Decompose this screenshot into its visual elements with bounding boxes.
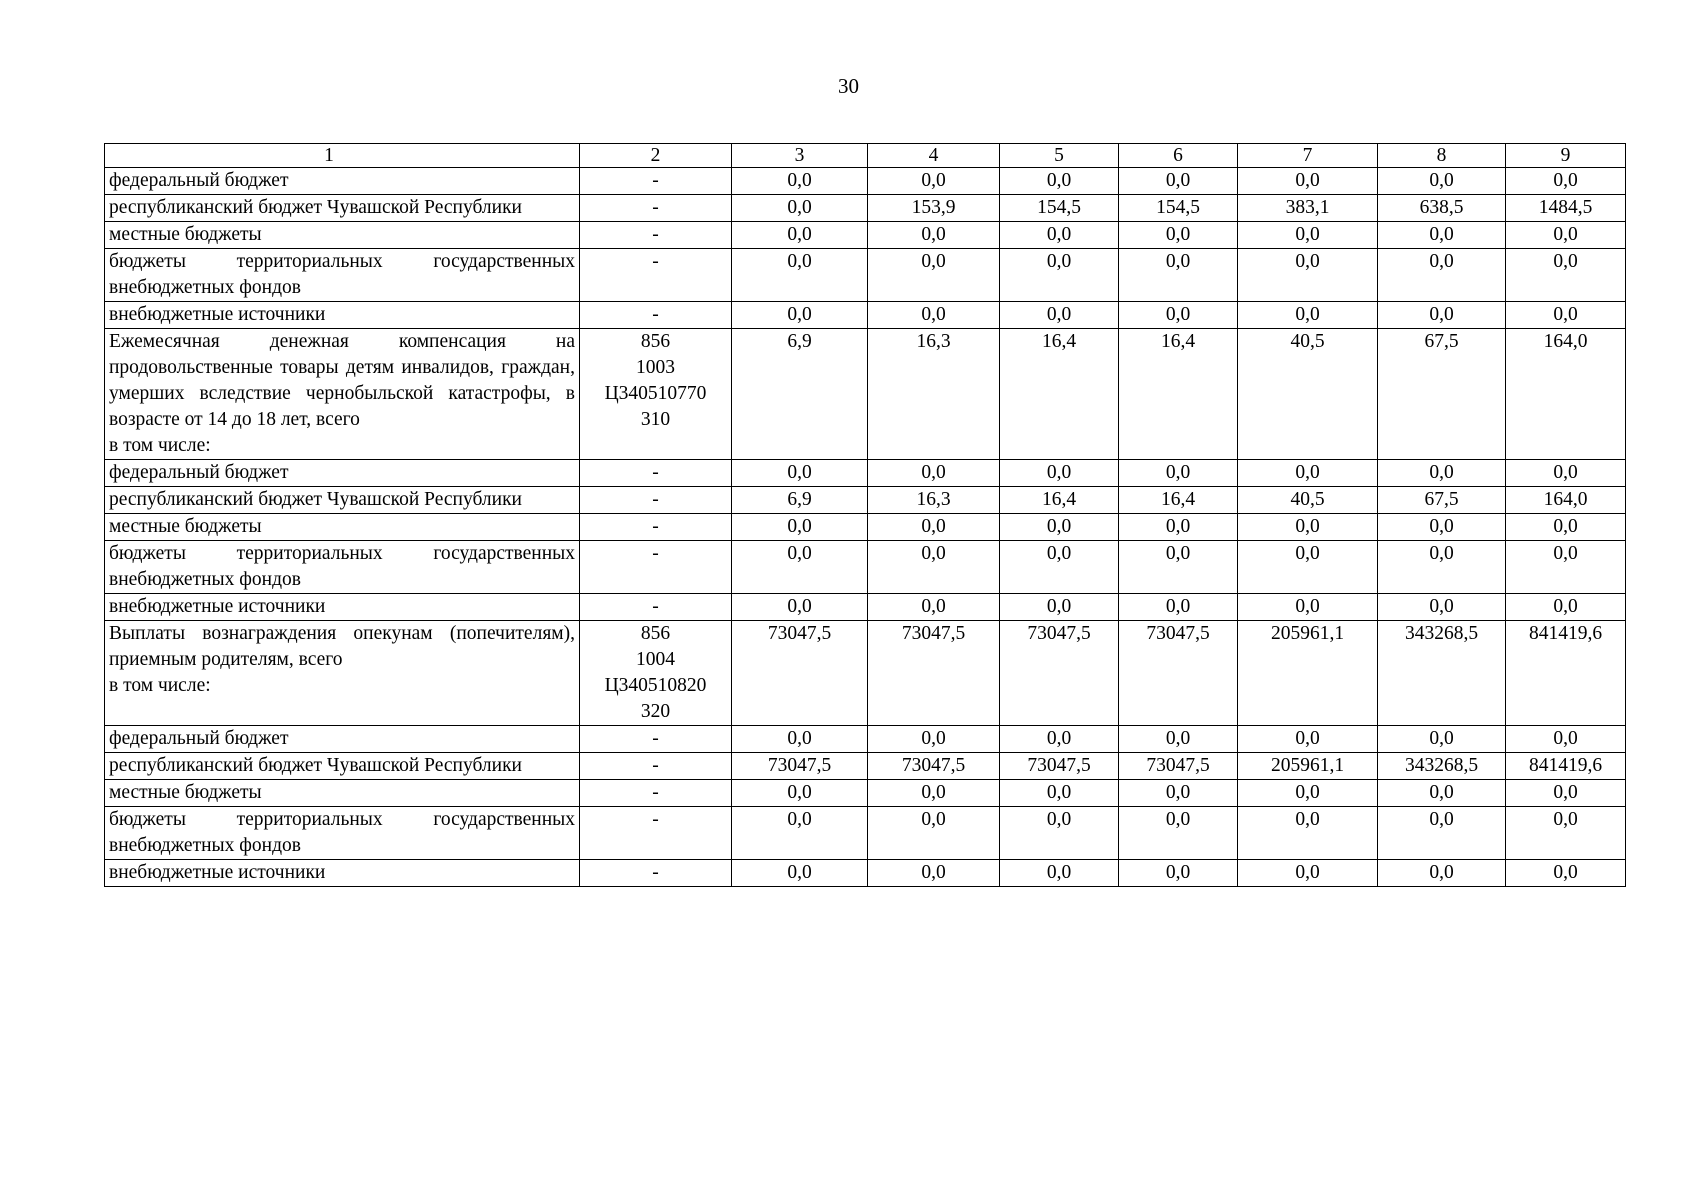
- row-name: Ежемесячная денежная компенсация на продовольственные товары детям инвалидов, граждан, умерших вследствие чернобыльской катастрофы, в возрасте от 14 до 18 лет, всего: [109, 331, 575, 430]
- value-cell: 0,0: [1119, 594, 1238, 621]
- row-code: -: [580, 302, 732, 329]
- row-code: -: [580, 514, 732, 541]
- row-name-cell: [105, 514, 580, 541]
- value-cell: 0,0: [868, 514, 1000, 541]
- value-cell: 0,0: [868, 302, 1000, 329]
- value-cell: 0,0: [1000, 302, 1119, 329]
- value-cell: 0,0: [1238, 168, 1378, 195]
- row-code: -: [580, 460, 732, 487]
- value-cell: 638,5: [1378, 195, 1506, 222]
- row-name: бюджеты территориальных государственных внебюджетных фондов: [109, 543, 575, 590]
- column-header: 6: [1119, 144, 1238, 168]
- value-cell: 0,0: [732, 195, 868, 222]
- table-row: [105, 860, 1626, 887]
- value-cell: 0,0: [868, 541, 1000, 594]
- column-header: 5: [1000, 144, 1119, 168]
- row-name-cell: [105, 302, 580, 329]
- row-name: местные бюджеты: [109, 516, 262, 537]
- value-cell: 73047,5: [868, 621, 1000, 726]
- value-cell: 0,0: [1238, 807, 1378, 860]
- table-row: [105, 753, 1626, 780]
- value-cell: 0,0: [1238, 594, 1378, 621]
- value-cell: 0,0: [868, 780, 1000, 807]
- value-cell: 0,0: [732, 302, 868, 329]
- value-cell: 154,5: [1119, 195, 1238, 222]
- value-cell: 0,0: [732, 726, 868, 753]
- row-name-cell: [105, 726, 580, 753]
- value-cell: 73047,5: [732, 621, 868, 726]
- value-cell: 0,0: [868, 168, 1000, 195]
- value-cell: 0,0: [1378, 860, 1506, 887]
- value-cell: 73047,5: [1119, 621, 1238, 726]
- value-cell: 0,0: [868, 249, 1000, 302]
- row-code: -: [580, 249, 732, 302]
- value-cell: 73047,5: [1000, 753, 1119, 780]
- value-cell: 0,0: [1119, 514, 1238, 541]
- table-row: [105, 780, 1626, 807]
- value-cell: 0,0: [1506, 249, 1626, 302]
- table-row: [105, 329, 1626, 460]
- value-cell: 0,0: [1119, 168, 1238, 195]
- value-cell: 0,0: [868, 594, 1000, 621]
- row-name: внебюджетные источники: [109, 304, 326, 325]
- value-cell: 0,0: [1238, 860, 1378, 887]
- value-cell: 16,3: [868, 329, 1000, 460]
- row-name-cell: [105, 541, 580, 594]
- value-cell: 73047,5: [868, 753, 1000, 780]
- value-cell: 6,9: [732, 487, 868, 514]
- value-cell: 0,0: [1378, 222, 1506, 249]
- value-cell: 0,0: [732, 460, 868, 487]
- table-row: [105, 302, 1626, 329]
- table-row: [105, 460, 1626, 487]
- table-row: [105, 195, 1626, 222]
- value-cell: 6,9: [732, 329, 868, 460]
- row-code: -: [580, 168, 732, 195]
- value-cell: 383,1: [1238, 195, 1378, 222]
- value-cell: 0,0: [1506, 860, 1626, 887]
- value-cell: 0,0: [1000, 807, 1119, 860]
- value-cell: 0,0: [1378, 594, 1506, 621]
- value-cell: 0,0: [1506, 726, 1626, 753]
- value-cell: 205961,1: [1238, 753, 1378, 780]
- row-code: -: [580, 726, 732, 753]
- value-cell: 0,0: [732, 780, 868, 807]
- value-cell: 154,5: [1000, 195, 1119, 222]
- value-cell: 0,0: [1000, 860, 1119, 887]
- value-cell: 0,0: [1119, 726, 1238, 753]
- row-code: -: [580, 780, 732, 807]
- value-cell: 343268,5: [1378, 621, 1506, 726]
- value-cell: 0,0: [1000, 460, 1119, 487]
- value-cell: 0,0: [1238, 302, 1378, 329]
- table-row: [105, 594, 1626, 621]
- value-cell: 164,0: [1506, 487, 1626, 514]
- row-name-subtitle: в том числе:: [109, 435, 211, 456]
- value-cell: 0,0: [1506, 302, 1626, 329]
- value-cell: 0,0: [1238, 249, 1378, 302]
- value-cell: 0,0: [1378, 726, 1506, 753]
- value-cell: 16,3: [868, 487, 1000, 514]
- column-header: 3: [732, 144, 868, 168]
- value-cell: 343268,5: [1378, 753, 1506, 780]
- row-code: -: [580, 594, 732, 621]
- value-cell: 205961,1: [1238, 621, 1378, 726]
- row-name: республиканский бюджет Чувашской Республики: [109, 755, 522, 776]
- value-cell: 0,0: [1378, 514, 1506, 541]
- column-header: 9: [1506, 144, 1626, 168]
- table-row: [105, 621, 1626, 726]
- table-row: [105, 168, 1626, 195]
- value-cell: 0,0: [1378, 541, 1506, 594]
- row-code: -: [580, 487, 732, 514]
- value-cell: 0,0: [1000, 594, 1119, 621]
- value-cell: 67,5: [1378, 487, 1506, 514]
- row-name-cell: [105, 860, 580, 887]
- table-row: [105, 541, 1626, 594]
- column-header: 1: [105, 144, 580, 168]
- table-row: [105, 222, 1626, 249]
- value-cell: 0,0: [1506, 780, 1626, 807]
- row-name-cell: [105, 195, 580, 222]
- value-cell: 164,0: [1506, 329, 1626, 460]
- value-cell: 0,0: [732, 222, 868, 249]
- value-cell: 0,0: [1000, 222, 1119, 249]
- row-name: бюджеты территориальных государственных внебюджетных фондов: [109, 251, 575, 298]
- value-cell: 1484,5: [1506, 195, 1626, 222]
- value-cell: 153,9: [868, 195, 1000, 222]
- row-name: внебюджетные источники: [109, 596, 326, 617]
- value-cell: 0,0: [732, 594, 868, 621]
- value-cell: 40,5: [1238, 329, 1378, 460]
- row-name-subtitle: в том числе:: [109, 675, 211, 696]
- row-name: федеральный бюджет: [109, 170, 289, 191]
- value-cell: 0,0: [1119, 249, 1238, 302]
- row-name-cell: [105, 780, 580, 807]
- value-cell: 0,0: [1119, 860, 1238, 887]
- row-code: 856 1003 Ц340510770 310: [580, 329, 732, 460]
- value-cell: 0,0: [1238, 726, 1378, 753]
- row-name: федеральный бюджет: [109, 462, 289, 483]
- value-cell: 0,0: [732, 860, 868, 887]
- row-name-cell: [105, 249, 580, 302]
- value-cell: 0,0: [1119, 302, 1238, 329]
- value-cell: 0,0: [1000, 249, 1119, 302]
- row-name-cell: [105, 222, 580, 249]
- column-header: 7: [1238, 144, 1378, 168]
- table-row: [105, 487, 1626, 514]
- table-row: [105, 249, 1626, 302]
- value-cell: 0,0: [732, 807, 868, 860]
- value-cell: 0,0: [1238, 541, 1378, 594]
- value-cell: 0,0: [1238, 780, 1378, 807]
- row-code: 856 1004 Ц340510820 320: [580, 621, 732, 726]
- value-cell: 0,0: [732, 168, 868, 195]
- row-name: республиканский бюджет Чувашской Республики: [109, 197, 522, 218]
- value-cell: 16,4: [1000, 487, 1119, 514]
- row-name: республиканский бюджет Чувашской Республики: [109, 489, 522, 510]
- value-cell: 0,0: [868, 807, 1000, 860]
- value-cell: 841419,6: [1506, 621, 1626, 726]
- table-body: [105, 168, 1626, 887]
- value-cell: 67,5: [1378, 329, 1506, 460]
- row-name-cell: [105, 807, 580, 860]
- value-cell: 0,0: [1378, 302, 1506, 329]
- value-cell: 0,0: [1506, 594, 1626, 621]
- value-cell: 0,0: [732, 249, 868, 302]
- value-cell: 0,0: [1378, 460, 1506, 487]
- row-name-cell: [105, 329, 580, 460]
- row-code: -: [580, 753, 732, 780]
- row-name: Выплаты вознаграждения опекунам (попечителям), приемным родителям, всего: [109, 623, 575, 670]
- table-row: [105, 807, 1626, 860]
- value-cell: 0,0: [868, 222, 1000, 249]
- row-name-cell: [105, 594, 580, 621]
- row-name: внебюджетные источники: [109, 862, 326, 883]
- row-name-cell: [105, 487, 580, 514]
- header-row: [105, 144, 1626, 168]
- column-header: 4: [868, 144, 1000, 168]
- value-cell: 0,0: [1000, 780, 1119, 807]
- budget-table: [104, 143, 1626, 887]
- row-name: бюджеты территориальных государственных внебюджетных фондов: [109, 809, 575, 856]
- value-cell: 73047,5: [1000, 621, 1119, 726]
- row-name-cell: [105, 460, 580, 487]
- value-cell: 0,0: [1506, 807, 1626, 860]
- table-row: [105, 726, 1626, 753]
- value-cell: 0,0: [1000, 168, 1119, 195]
- row-code: -: [580, 541, 732, 594]
- value-cell: 0,0: [1378, 807, 1506, 860]
- value-cell: 0,0: [1238, 222, 1378, 249]
- value-cell: 0,0: [1119, 460, 1238, 487]
- row-name-cell: [105, 621, 580, 726]
- row-name: местные бюджеты: [109, 782, 262, 803]
- value-cell: 0,0: [1506, 514, 1626, 541]
- value-cell: 16,4: [1119, 487, 1238, 514]
- value-cell: 0,0: [1119, 807, 1238, 860]
- row-name-cell: [105, 753, 580, 780]
- row-name: местные бюджеты: [109, 224, 262, 245]
- row-code: -: [580, 222, 732, 249]
- value-cell: 40,5: [1238, 487, 1378, 514]
- value-cell: 0,0: [1000, 514, 1119, 541]
- value-cell: 0,0: [1506, 541, 1626, 594]
- value-cell: 841419,6: [1506, 753, 1626, 780]
- value-cell: 0,0: [1506, 222, 1626, 249]
- row-code: -: [580, 807, 732, 860]
- value-cell: 0,0: [1378, 249, 1506, 302]
- table-row: [105, 514, 1626, 541]
- value-cell: 0,0: [732, 541, 868, 594]
- value-cell: 0,0: [1238, 460, 1378, 487]
- value-cell: 0,0: [1378, 780, 1506, 807]
- value-cell: 0,0: [1506, 460, 1626, 487]
- value-cell: 0,0: [868, 460, 1000, 487]
- value-cell: 0,0: [1000, 541, 1119, 594]
- value-cell: 0,0: [868, 726, 1000, 753]
- row-code: -: [580, 860, 732, 887]
- row-code: -: [580, 195, 732, 222]
- value-cell: 0,0: [1119, 780, 1238, 807]
- value-cell: 0,0: [1000, 726, 1119, 753]
- row-name-cell: [105, 168, 580, 195]
- column-header: 8: [1378, 144, 1506, 168]
- value-cell: 0,0: [1119, 541, 1238, 594]
- column-header: 2: [580, 144, 732, 168]
- value-cell: 16,4: [1119, 329, 1238, 460]
- value-cell: 0,0: [1238, 514, 1378, 541]
- page-number: 30: [838, 74, 859, 98]
- value-cell: 0,0: [1119, 222, 1238, 249]
- table-header: [105, 144, 1626, 168]
- value-cell: 73047,5: [732, 753, 868, 780]
- value-cell: 16,4: [1000, 329, 1119, 460]
- value-cell: 0,0: [1378, 168, 1506, 195]
- value-cell: 0,0: [868, 860, 1000, 887]
- value-cell: 0,0: [1506, 168, 1626, 195]
- value-cell: 73047,5: [1119, 753, 1238, 780]
- value-cell: 0,0: [732, 514, 868, 541]
- row-name: федеральный бюджет: [109, 728, 289, 749]
